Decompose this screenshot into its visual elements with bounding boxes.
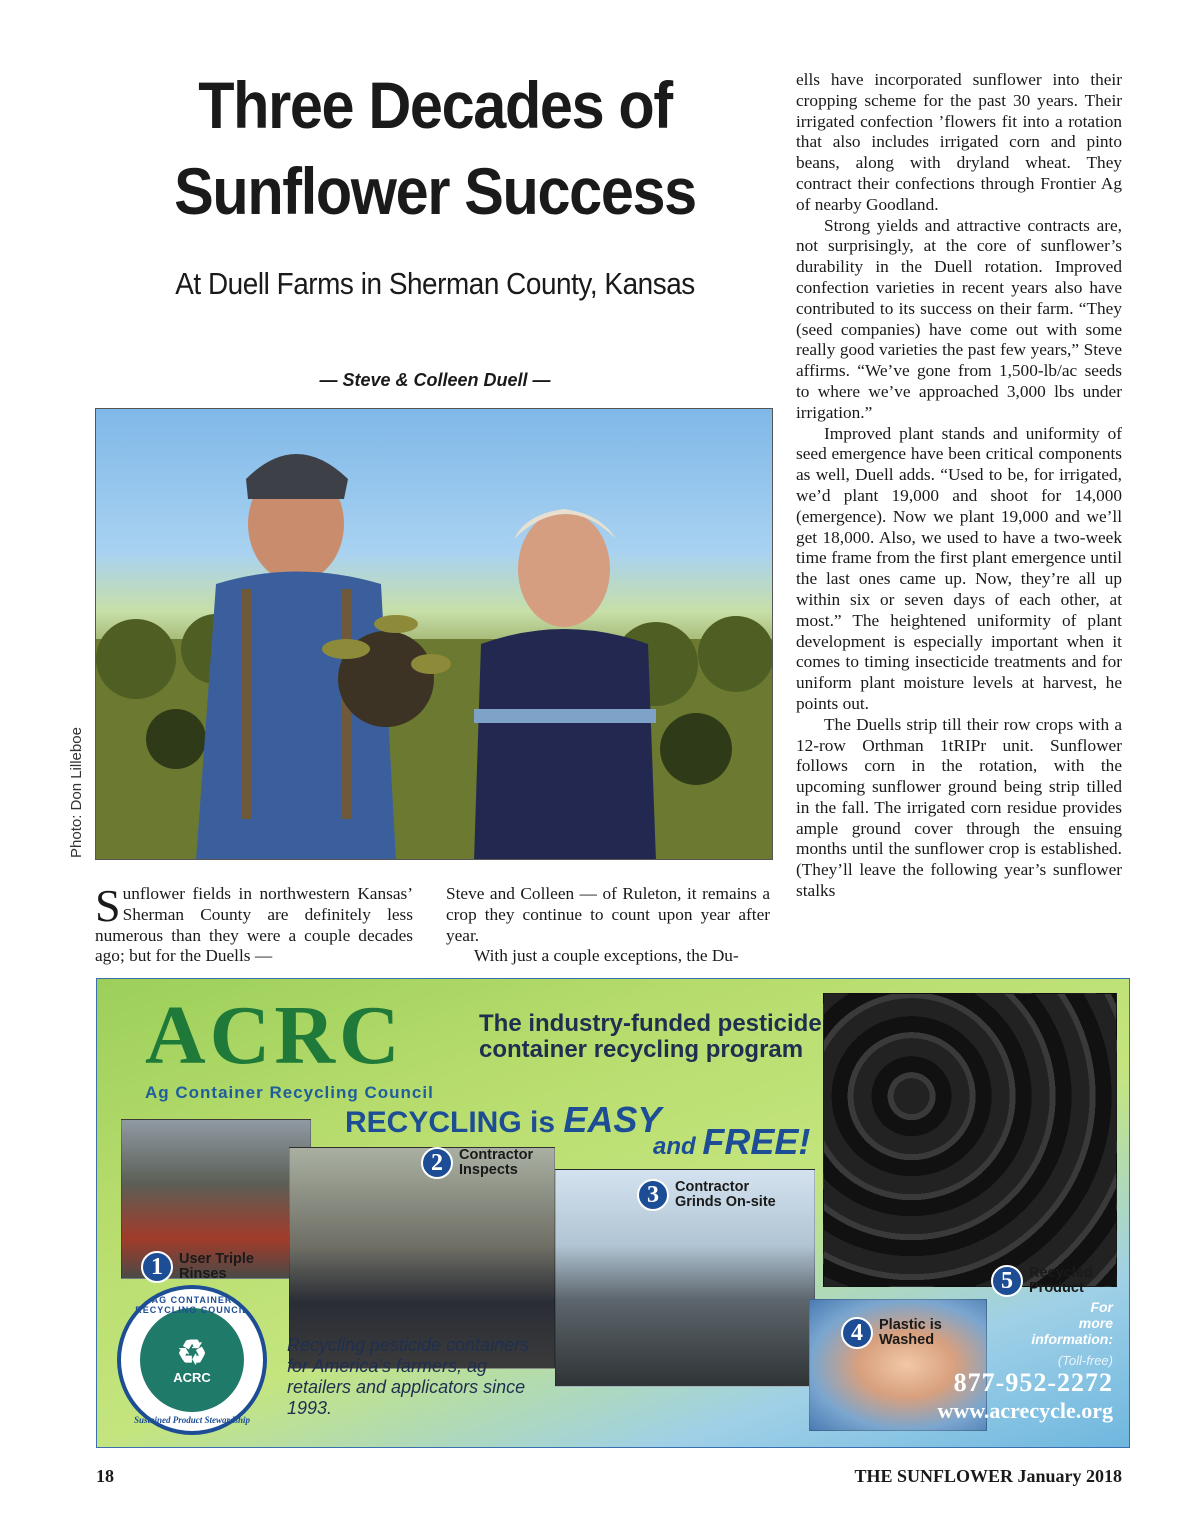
article-subtitle: At Duell Farms in Sherman County, Kansas — [175, 266, 695, 301]
paragraph: The Duells strip till their row crops with a 12-row Orthman 1tRIPr unit. Sunflower follows corn in the rotation, with the upcoming sunflower ground being strip tilled in the fall. The irrigated corn residue provides ample ground cover through the ensuing months until the sunflower crop is established. (They’ll leave the following year’s sunflower stalks — [796, 714, 1122, 901]
step-label: Contractor Inspects — [459, 1147, 534, 1178]
step-number: 4 — [841, 1317, 873, 1349]
headline-easy: EASY — [563, 1099, 662, 1140]
seal-center — [140, 1308, 244, 1412]
step-label: Recycled Product — [1029, 1265, 1093, 1296]
paragraph: Steve and Colleen — of Ruleton, it remains a crop they continue to count upon year after year. — [446, 884, 770, 945]
toll-free-label: (Toll-free) — [1057, 1353, 1113, 1368]
article-column-a — [95, 880, 413, 967]
step-number: 5 — [991, 1265, 1023, 1297]
seal-ring-text-bottom: Sustained Product Stewardship — [133, 1415, 251, 1425]
article-title — [129, 62, 741, 234]
step-5 — [991, 1265, 1093, 1297]
byline: — Steve & Colleen Duell — — [319, 370, 551, 390]
recycled-pipes-photo — [823, 993, 1117, 1287]
step-4 — [841, 1317, 942, 1349]
headline-free: FREE! — [702, 1121, 811, 1162]
recycle-icon: ♻ — [176, 1333, 208, 1372]
article-column-b — [446, 884, 770, 967]
acrc-advertisement — [96, 978, 1130, 1448]
farmers-photo — [95, 408, 773, 860]
website-url: www.acrecycle.org — [937, 1398, 1113, 1423]
step-number: 3 — [637, 1179, 669, 1211]
paragraph: With just a couple exceptions, the Du- — [474, 946, 739, 966]
phone-number: 877-952-2272 — [953, 1368, 1113, 1397]
step-2 — [421, 1147, 533, 1179]
acrc-logo: ACRC — [145, 989, 404, 1082]
info-label: For more information: — [1031, 1299, 1113, 1347]
step-number: 2 — [421, 1147, 453, 1179]
seal-label: ACRC — [173, 1369, 211, 1385]
ad-slogan: Recycling pesticide containers for America’s farmers, ag retailers and applicators since 1993. — [287, 1335, 530, 1418]
ad-headline-second — [653, 1121, 810, 1163]
acrc-seal — [117, 1285, 267, 1435]
seal-ring-text: AG CONTAINER RECYCLING COUNCIL — [135, 1295, 249, 1315]
page-number: 18 — [96, 1466, 114, 1486]
step-label: Plastic is Washed — [879, 1317, 942, 1348]
headline-text: RECYCLING is — [345, 1106, 564, 1139]
publication-footer: THE SUNFLOWER January 2018 — [854, 1466, 1122, 1486]
ad-contact-info — [937, 1299, 1113, 1424]
step-label: Contractor Grinds On-site — [675, 1179, 776, 1210]
photo-illustration — [96, 409, 773, 860]
paragraph-text: unflower fields in northwestern Kansas’ Sherman County are definitely less numerous than they were a couple decades ago; but for the Duells — — [95, 884, 413, 966]
paragraph — [95, 880, 413, 967]
acrc-logo-subtitle: Ag Container Recycling Council — [145, 1083, 434, 1102]
title-line-2: Sunflower Success — [174, 154, 696, 228]
step-1 — [141, 1251, 254, 1283]
photo-credit: Photo: Don Lilleboe — [68, 727, 85, 858]
paragraph: ells have incorporated sunflower into their cropping scheme for the past 30 years. Their irrigated confection ’flowers fit into a rotation that also includes irrigated corn and pinto beans, along with dryland wheat. They contract their confections through Frontier Ag of nearby Goodland. — [796, 70, 1122, 214]
article-column-right — [796, 70, 1122, 902]
step-number: 1 — [141, 1251, 173, 1283]
step-3 — [637, 1179, 776, 1211]
headline-and: and — [653, 1133, 703, 1160]
ad-headline — [345, 1099, 661, 1141]
paragraph: Improved plant stands and uniformity of seed emergence have been critical components as well, Duell adds. “Used to be, for irrigated, we’d plant 19,000 and shoot for 14,000 (emergence). Now we plant 19,000 and we’ll get 18,000. Also, we used to have a two-week time frame from the first plant emergence until the last ones came up. Now, they’re all up within six or seven days of each other, at most.” The heightened uniformity of plant development is especially important when it comes to timing insecticide treatments and for uniform plant moisture levels at harvest, he points out. — [796, 423, 1122, 713]
drop-cap: S — [95, 880, 121, 931]
paragraph: Strong yields and attractive contracts are, not surprisingly, at the core of sunflower’s durability in the Duell rotation. Improved confection varieties in recent years also have contributed to its success on their farm. “They (seed companies) have come out with some really good varieties the past few years,” Steve affirms. “We’ve gone from 1,500-lb/ac seeds to where we’ve approached 3,000 lbs under irrigation.” — [796, 215, 1122, 422]
title-line-1: Three Decades of — [198, 68, 672, 142]
ad-tagline: The industry-funded pesticide container recycling program — [479, 1010, 822, 1063]
step-label: User Triple Rinses — [179, 1251, 254, 1282]
